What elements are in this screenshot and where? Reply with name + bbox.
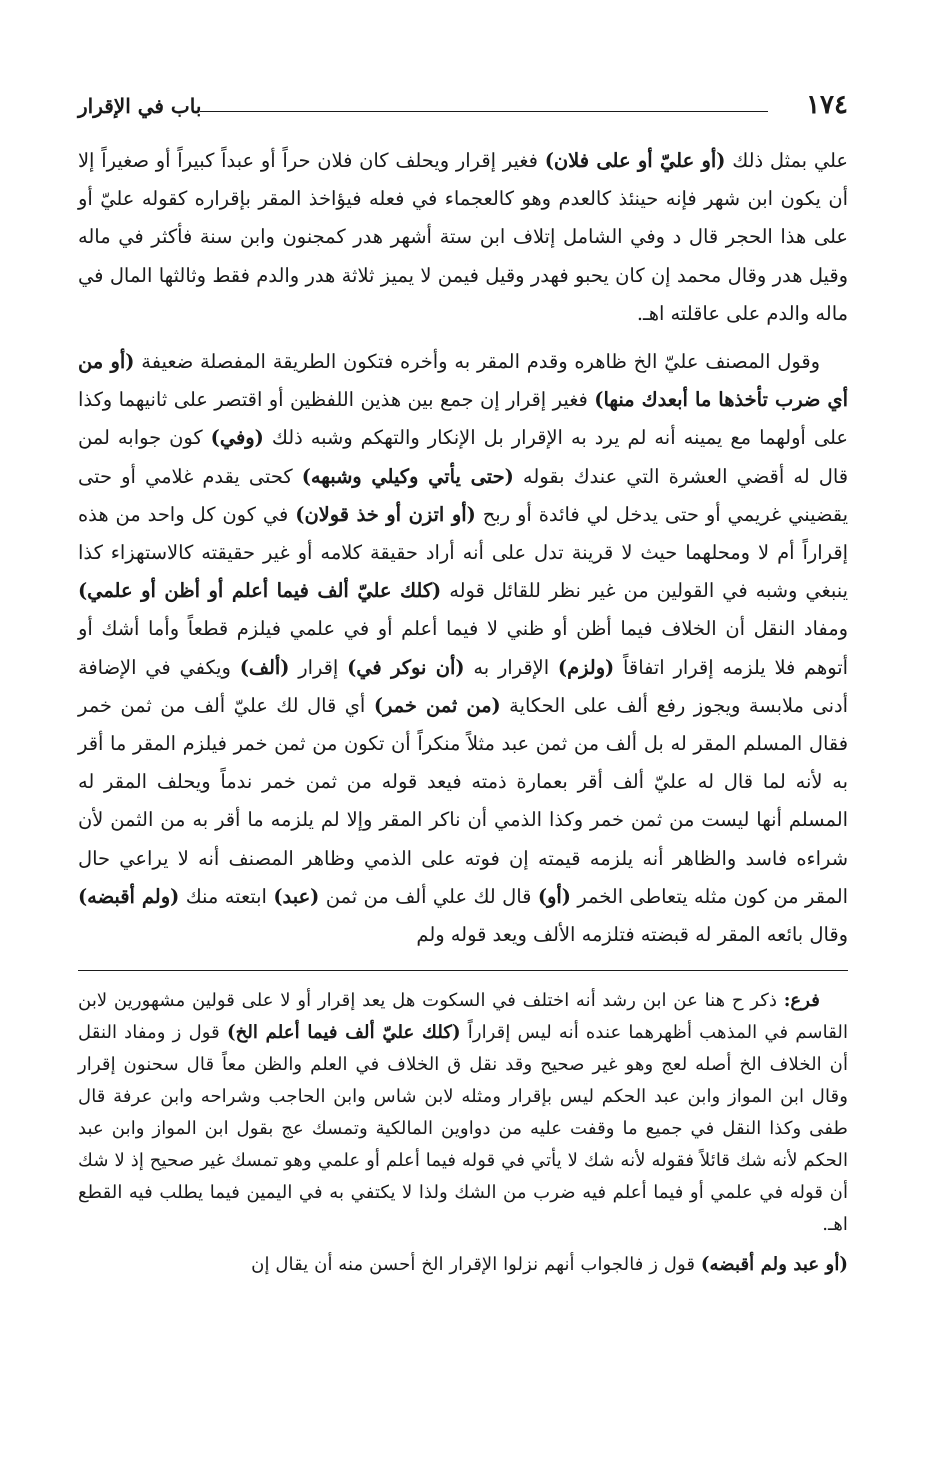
running-title: باب في الإقرار	[78, 94, 202, 118]
text-run: أي قال لك عليّ ألف من ثمن خمر فقال المسلم المقر له بل ألف من ثمن عبد مثلاً منكراً أن تكون من ثمن خمر فيلزم المقر ما أقر به لأنه لما قال له عليّ ألف أقر بعمارة ذمته فيعد قوله من ثمن خمر ندماً ويحلف المقر له المسلم أنها ليست من ثمن خمر وكذا الذمي أن ناكر المقر وإلا لم يلزمه ما أقر به من الثمن لأن شراءه فاسد والظاهر أنه يلزمه قيمته إن فوته على الذمي وظاهر المصنف أنه لا يراعي حال المقر من كون مثله يتعاطى الخمر	[78, 693, 849, 908]
text-run: الإقرار به	[464, 655, 558, 679]
footnote-paragraph-2	[78, 1249, 848, 1281]
text-run: فغير إقرار إن جمع بين هذين اللفظين أو اقتصر على ثانيهما وكذا على أولهما مع يمينه أنه لم يرد به الإقرار بل الإنكار والتهكم وشبه ذلك	[78, 388, 849, 450]
bold-phrase: (كلك عليّ ألف فيما أعلم الخ)	[227, 1022, 461, 1044]
main-text	[78, 142, 848, 954]
text-run: قول ز ومفاد النقل أن الخلاف الخ أصله لعج وهو غير صحيح وقد نقل ق الخلاف في العلم والظن معاً قال سحنون إقرار وقال ابن المواز وابن عبد الحكم ليس بإقرار ومثله لابن شاس وابن الحاجب وشراحه وابن عرفة قال طفى وكذا النقل في جميع ما وقفت عليه من دواوين المالكية وتمسك عج بقول ابن المواز وابن عبد الحكم لأنه شك قائلاً فقوله لأنه شك لا يأتي في قوله فيما أعلم أو علمي وهو تمسك غير صحيح إذ لا شك أن قوله في علمي أو فيما أعلم فيه ضرب من الشك ولذا لا يكتفي به في اليمين فيما يطلب فيه القطع اهـ.	[78, 1022, 848, 1236]
bold-phrase: (من ثمن خمر)	[373, 693, 501, 717]
text-run: إقرار	[289, 655, 348, 679]
main-paragraph-2	[78, 343, 848, 954]
text-run: قول ز فالجواب أنهم نزلوا الإقرار الخ أحسن منه أن يقال إن	[251, 1254, 701, 1276]
bold-phrase: (ولزم)	[557, 655, 615, 679]
footnote-paragraph-1	[78, 985, 848, 1241]
text-run: علي بمثل ذلك	[725, 149, 849, 172]
page-number: ١٧٤	[806, 90, 848, 120]
text-run: كون جوابه لمن قال له أقضي العشرة التي عندك بقوله	[78, 426, 849, 488]
bold-phrase: (حتى يأتي وكيلي وشبهه)	[301, 464, 514, 488]
text-run: وقال بائعه المقر له قبضته فتلزمه الألف ويعد قوله ولم	[416, 923, 848, 947]
footnotes	[78, 985, 848, 1281]
text-run: وقول المصنف عليّ الخ ظاهره وقدم المقر به وأخره فتكون الطريقة المفصلة ضعيفة	[134, 350, 820, 374]
bold-phrase: (ولم أقبضه)	[78, 884, 180, 908]
main-paragraph-1	[78, 142, 848, 333]
text-run: قال لك علي ألف من ثمن	[319, 884, 538, 908]
bold-phrase: (ألف)	[239, 655, 290, 679]
bold-phrase: (أو اتزن أو خذ قولان)	[295, 502, 476, 526]
bold-phrase: (أو عليّ أو على فلان)	[544, 149, 726, 172]
book-page	[78, 82, 848, 1281]
bold-phrase: (أو من أي ضرب تأخذها ما أبعدك منها)	[78, 350, 848, 412]
bold-phrase: (أو)	[537, 884, 571, 908]
text-run: ابتعته منك	[179, 884, 274, 908]
bold-phrase: (وفي)	[210, 426, 264, 450]
text-run: كحتى يقدم غلامي أو حتى يقضيني غريمي أو حتى يدخل لي فائدة أو ربح	[78, 464, 849, 526]
bold-phrase: (عبد)	[273, 884, 320, 908]
header-rule	[200, 111, 768, 112]
bold-phrase: (كلك عليّ ألف فيما أعلم أو أظن أو علمي)	[78, 579, 442, 603]
text-run: ويكفي في الإضافة أدنى ملابسة ويجوز رفع ألف على الحكاية	[78, 655, 848, 717]
text-run: في كون كل واحد من هذه إقراراً أم لا ومحلهما حيث لا قرينة تدل على أنه أراد حقيقة كلامه أو غير حقيقته كالاستهزاء كذا ينبغي وشبه في القولين من غير نظر للقائل قوله	[78, 502, 849, 603]
bold-phrase: فرع:	[783, 990, 820, 1012]
bold-phrase: (أن نوكر في)	[347, 655, 465, 679]
text-run: ومفاد النقل أن الخلاف فيما أظن أو ظني لا فيما أعلم أو في علمي فيلزم قطعاً وأما أشك أو أتوهم فلا يلزمه إقرار اتفاقاً	[78, 617, 848, 679]
footnote-separator	[78, 970, 848, 971]
bold-phrase: (أو عبد ولم أقبضه)	[700, 1254, 848, 1276]
text-run: فغير إقرار ويحلف كان فلان حراً أو عبداً كبيراً أو صغيراً إلا أن يكون ابن شهر فإنه حينئذ كالعدم وهو كالعجماء في فعله فيؤاخذ المقر بإقراره كقوله عليّ أو على هذا الحجر قال د وفي الشامل إتلاف ابن ستة أشهر هدر كمجنون وابن سنة فأكثر في ماله وقيل هدر وقال محمد إن كان يحبو فهدر وقيل فيمن لا يميز ثلاثة هدر والدم فقط وثالثها المال في ماله والدم على عاقلته اهـ.	[78, 149, 848, 325]
text-run: ذكر ح هنا عن ابن رشد أنه اختلف في السكوت هل يعد إقرار أو لا على قولين مشهورين لابن القاسم في المذهب أظهرهما عنده أنه ليس إقراراً	[78, 990, 849, 1044]
page-header	[78, 82, 848, 126]
